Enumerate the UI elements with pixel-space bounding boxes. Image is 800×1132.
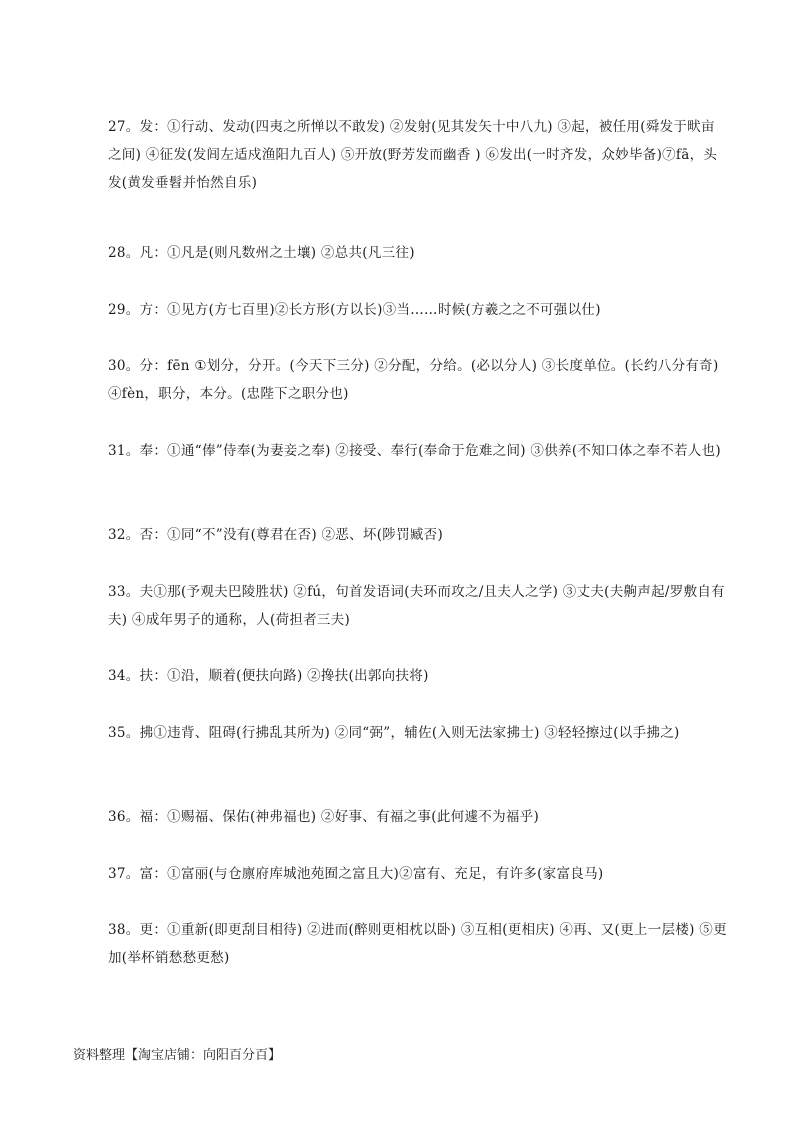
entry-37: 37。富：①富丽(与仓廪府库城池苑囿之富且大)②富有、充足，有许多(家富良马) [108,866,604,882]
entry-31: 31。奉：①通“俸”侍奉(为妻妾之奉) ②接受、奉行(奉命于危难之间) ③供养(不知口体之奉不若人也) [108,443,721,459]
entry-36: 36。福：①赐福、保佑(神弗福也) ②好事、有福之事(此何遽不为福乎) [108,809,540,825]
entry-38: 38。更：①重新(即更刮目相待) ②进而(醉则更相枕以卧) ③互相(更相庆) ④再、又(更上一层楼) ⑤更加(举杯销愁愁更愁) [108,922,727,966]
footer-source-note: 资料整理【淘宝店铺：向阳百分百】 [73,1048,282,1063]
entry-35: 35。拂①违背、阻碍(行拂乱其所为) ②同“弼”，辅佐(入则无法家拂士) ③轻轻擦过(以手拂之) [108,725,680,741]
entry-28: 28。凡：①凡是(则凡数州之土壤) ②总共(凡三往) [108,245,415,261]
entry-32: 32。否：①同“不”没有(尊君在否) ②恶、坏(陟罚臧否) [108,527,444,543]
entry-30: 30。分：fēn ①划分，分开。(今天下三分) ②分配，分给。(必以分人) ③长度单位。(长约八分有奇) ④fèn，职分，本分。(忠陛下之职分也) [108,358,719,402]
entry-27: 27。发：①行动、发动(四夷之所惮以不敢发) ②发射(见其发矢十中八九) ③起，被任用(舜发于畎亩之间) ④征发(发闾左适戍渔阳九百人) ⑤开放(野芳发而幽香 ) ⑥发出(一时齐发，众妙毕备)⑦fā，头发(黄发垂髫并怡然自乐) [108,119,718,191]
entry-33: 33。夫①那(予观夫巴陵胜状) ②fú，句首发语词(夫环而攻之/且夫人之学) ③丈夫(夫齁声起/罗敷自有夫) ④成年男子的通称，人(荷担者三夫) [108,584,725,628]
entry-34: 34。扶：①沿，顺着(便扶向路) ②搀扶(出郭向扶将) [108,668,429,684]
entry-29: 29。方：①见方(方七百里)②长方形(方以长)③当……时候(方羲之之不可强以仕) [108,302,601,318]
